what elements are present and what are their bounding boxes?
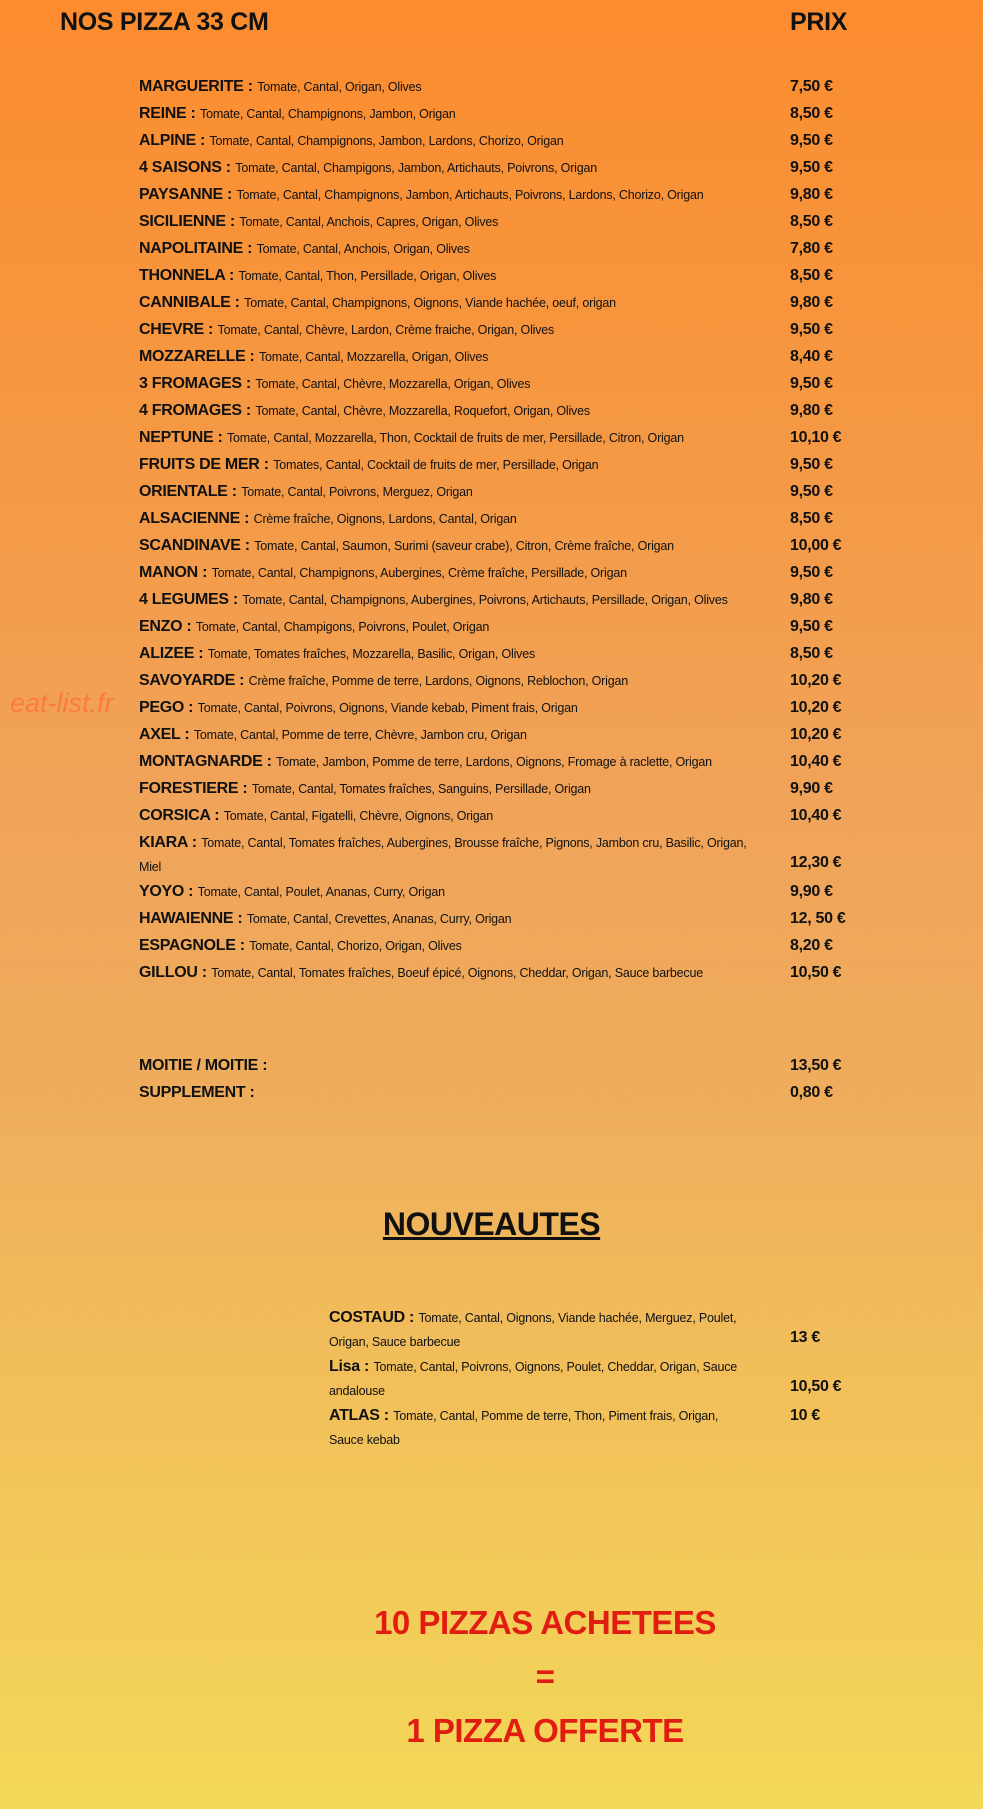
pizza-name: ESPAGNOLE : — [139, 937, 245, 954]
pizza-ingredients: Tomate, Cantal, Champigons, Jambon, Artichauts, Poivrons, Origan — [235, 161, 597, 175]
pizza-name: 3 FROMAGES : — [139, 375, 251, 392]
pizza-ingredients: Tomate, Cantal, Figatelli, Chèvre, Oignons, Origan — [223, 809, 494, 823]
pizza-name: NEPTUNE : — [139, 429, 223, 446]
list-item — [329, 1306, 849, 1355]
pizza-price: 10,40 € — [790, 753, 842, 770]
pizza-name: AXEL : — [139, 726, 190, 743]
pizza-name: 4 LEGUMES : — [139, 591, 238, 608]
pizza-price: 7,80 € — [790, 240, 833, 257]
pizza-ingredients: Tomate, Cantal, Tomates fraîches, Boeuf épicé, Oignons, Cheddar, Origan, Sauce barbecue — [211, 966, 703, 980]
pizza-price: 9,80 € — [790, 591, 833, 608]
pizza-name: 4 SAISONS : — [139, 159, 231, 176]
pizza-ingredients: Tomate, Cantal, Tomates fraîches, Sanguins, Persillade, Origan — [251, 782, 591, 796]
price-column-header: PRIX — [790, 8, 848, 36]
pizza-ingredients: Tomate, Tomates fraîches, Mozzarella, Basilic, Origan, Olives — [207, 647, 535, 661]
pizza-ingredients: Tomate, Cantal, Chèvre, Mozzarella, Origan, Olives — [255, 377, 531, 391]
list-item — [139, 642, 859, 669]
list-item — [139, 453, 859, 480]
pizza-name: THONNELA : — [139, 267, 235, 284]
pizza-ingredients: Tomate, Cantal, Chèvre, Lardon, Crème fraiche, Origan, Olives — [217, 323, 555, 337]
list-item — [139, 345, 859, 372]
list-item — [139, 534, 859, 561]
list-item — [139, 696, 859, 723]
menu-title: NOS PIZZA 33 CM — [60, 8, 269, 36]
pizza-ingredients: Tomate, Cantal, Champignons, Aubergines, Crème fraîche, Persillade, Origan — [211, 566, 627, 580]
supplement-label: SUPPLEMENT : — [139, 1084, 255, 1101]
pizza-ingredients: Tomate, Cantal, Poivrons, Oignons, Viande kebab, Piment frais, Origan — [197, 701, 578, 715]
pizza-price: 9,90 € — [790, 883, 833, 900]
supplement-price: 0,80 € — [790, 1084, 833, 1101]
pizza-name: REINE : — [139, 105, 196, 122]
list-item — [139, 723, 859, 750]
list-item — [139, 291, 859, 318]
pizza-name: ATLAS : — [329, 1407, 389, 1424]
pizza-price: 9,50 € — [790, 564, 833, 581]
pizza-name: GILLOU : — [139, 964, 207, 981]
pizza-name: ORIENTALE : — [139, 483, 237, 500]
pizza-price: 9,50 € — [790, 483, 833, 500]
pizza-price: 9,80 € — [790, 294, 833, 311]
new-pizza-list — [329, 1306, 849, 1453]
pizza-ingredients: Tomate, Cantal, Anchois, Capres, Origan, Olives — [239, 215, 499, 229]
pizza-price: 10,50 € — [790, 1378, 842, 1395]
pizza-ingredients: Tomate, Cantal, Pomme de terre, Thon, Piment frais, Origan, Sauce kebab — [329, 1409, 719, 1447]
pizza-price: 8,50 € — [790, 267, 833, 284]
supplement-row — [139, 1081, 859, 1108]
pizza-price: 12,30 € — [790, 854, 842, 871]
pizza-ingredients: Tomate, Cantal, Tomates fraîches, Aubergines, Brousse fraîche, Pignons, Jambon cru, Basilic, Origan, Miel — [139, 836, 747, 874]
pizza-price: 9,80 € — [790, 402, 833, 419]
pizza-name: MANON : — [139, 564, 208, 581]
pizza-name: HAWAIENNE : — [139, 910, 243, 927]
promo-line-2: = — [535, 1658, 555, 1695]
pizza-name: KIARA : — [139, 834, 197, 851]
pizza-ingredients: Tomate, Cantal, Poivrons, Merguez, Origan — [241, 485, 473, 499]
list-item — [139, 669, 859, 696]
extras-list — [139, 1054, 859, 1108]
pizza-name: NAPOLITAINE : — [139, 240, 253, 257]
pizza-ingredients: Tomate, Cantal, Crevettes, Ananas, Curry, Origan — [246, 912, 512, 926]
pizza-ingredients: Tomates, Cantal, Cocktail de fruits de mer, Persillade, Origan — [273, 458, 599, 472]
pizza-ingredients: Crème fraîche, Pomme de terre, Lardons, Oignons, Reblochon, Origan — [248, 674, 628, 688]
list-item — [139, 615, 859, 642]
half-half-label: MOITIE / MOITIE : — [139, 1057, 268, 1074]
list-item — [139, 480, 859, 507]
list-item — [139, 507, 859, 534]
pizza-menu-list — [139, 75, 859, 988]
list-item — [329, 1355, 849, 1404]
loyalty-promo — [0, 1596, 983, 1758]
pizza-name: MONTAGNARDE : — [139, 753, 272, 770]
pizza-ingredients: Tomate, Cantal, Mozzarella, Thon, Cocktail de fruits de mer, Persillade, Citron, Origan — [226, 431, 684, 445]
pizza-price: 8,40 € — [790, 348, 833, 365]
pizza-price: 10 € — [790, 1407, 820, 1424]
pizza-ingredients: Crème fraîche, Oignons, Lardons, Cantal, Origan — [253, 512, 517, 526]
pizza-name: CHEVRE : — [139, 321, 214, 338]
pizza-price: 10,20 € — [790, 726, 842, 743]
half-half-price: 13,50 € — [790, 1057, 842, 1074]
list-item — [139, 372, 859, 399]
list-item — [139, 750, 859, 777]
pizza-price: 10,20 € — [790, 672, 842, 689]
pizza-name: FORESTIERE : — [139, 780, 248, 797]
pizza-ingredients: Tomate, Cantal, Oignons, Viande hachée, Merguez, Poulet, Origan, Sauce barbecue — [329, 1311, 737, 1349]
pizza-price: 9,80 € — [790, 186, 833, 203]
pizza-ingredients: Tomate, Cantal, Pomme de terre, Chèvre, Jambon cru, Origan — [193, 728, 527, 742]
list-item — [139, 237, 859, 264]
pizza-price: 7,50 € — [790, 78, 833, 95]
pizza-price: 12, 50 € — [790, 910, 846, 927]
pizza-ingredients: Tomate, Cantal, Champignons, Jambon, Origan — [200, 107, 456, 121]
pizza-name: MOZZARELLE : — [139, 348, 255, 365]
pizza-price: 8,20 € — [790, 937, 833, 954]
list-item — [329, 1404, 849, 1453]
pizza-name: PAYSANNE : — [139, 186, 233, 203]
pizza-name: 4 FROMAGES : — [139, 402, 251, 419]
pizza-ingredients: Tomate, Cantal, Chèvre, Mozzarella, Roquefort, Origan, Olives — [255, 404, 590, 418]
list-item — [139, 102, 859, 129]
pizza-ingredients: Tomate, Cantal, Saumon, Surimi (saveur crabe), Citron, Crème fraîche, Origan — [254, 539, 674, 553]
pizza-price: 10,00 € — [790, 537, 842, 554]
list-item — [139, 399, 859, 426]
pizza-price: 9,90 € — [790, 780, 833, 797]
pizza-name: ALSACIENNE : — [139, 510, 250, 527]
pizza-price: 10,10 € — [790, 429, 842, 446]
pizza-ingredients: Tomate, Cantal, Poivrons, Oignons, Poulet, Cheddar, Origan, Sauce andalouse — [329, 1360, 738, 1398]
pizza-name: YOYO : — [139, 883, 194, 900]
pizza-name: SICILIENNE : — [139, 213, 235, 230]
half-half-row — [139, 1054, 859, 1081]
promo-line-3: 1 PIZZA OFFERTE — [406, 1712, 684, 1749]
pizza-price: 10,20 € — [790, 699, 842, 716]
new-section-title: NOUVEAUTES — [382, 1206, 601, 1242]
pizza-name: PEGO : — [139, 699, 194, 716]
pizza-ingredients: Tomate, Cantal, Anchois, Origan, Olives — [256, 242, 470, 256]
pizza-price: 10,40 € — [790, 807, 842, 824]
list-item — [139, 129, 859, 156]
pizza-price: 13 € — [790, 1329, 820, 1346]
pizza-ingredients: Tomate, Cantal, Champigons, Poivrons, Poulet, Origan — [195, 620, 490, 634]
pizza-ingredients: Tomate, Cantal, Champignons, Oignons, Viande hachée, oeuf, origan — [244, 296, 616, 310]
list-item — [139, 804, 859, 831]
list-item — [139, 426, 859, 453]
pizza-name: SCANDINAVE : — [139, 537, 250, 554]
pizza-name: CORSICA : — [139, 807, 220, 824]
list-item — [139, 907, 859, 934]
pizza-price: 9,50 € — [790, 456, 833, 473]
pizza-ingredients: Tomate, Cantal, Mozzarella, Origan, Olives — [258, 350, 489, 364]
pizza-ingredients: Tomate, Cantal, Chorizo, Origan, Olives — [249, 939, 462, 953]
pizza-name: ALIZEE : — [139, 645, 204, 662]
pizza-name: MARGUERITE : — [139, 78, 253, 95]
list-item — [139, 961, 859, 988]
list-item — [139, 934, 859, 961]
pizza-name: CANNIBALE : — [139, 294, 240, 311]
pizza-ingredients: Tomate, Cantal, Thon, Persillade, Origan, Olives — [238, 269, 497, 283]
list-item — [139, 318, 859, 345]
pizza-ingredients: Tomate, Cantal, Origan, Olives — [257, 80, 422, 94]
list-item — [139, 75, 859, 102]
pizza-ingredients: Tomate, Cantal, Champignons, Aubergines, Poivrons, Artichauts, Persillade, Origan, Olives — [242, 593, 728, 607]
pizza-ingredients: Tomate, Cantal, Champignons, Jambon, Artichauts, Poivrons, Lardons, Chorizo, Origan — [236, 188, 704, 202]
watermark: eat-list.fr — [10, 688, 114, 718]
pizza-ingredients: Tomate, Jambon, Pomme de terre, Lardons, Oignons, Fromage à raclette, Origan — [276, 755, 712, 769]
pizza-price: 8,50 € — [790, 105, 833, 122]
pizza-name: COSTAUD : — [329, 1309, 414, 1326]
pizza-price: 9,50 € — [790, 159, 833, 176]
pizza-ingredients: Tomate, Cantal, Poulet, Ananas, Curry, Origan — [197, 885, 445, 899]
pizza-price: 9,50 € — [790, 618, 833, 635]
pizza-name: SAVOYARDE : — [139, 672, 245, 689]
pizza-price: 9,50 € — [790, 132, 833, 149]
list-item — [139, 880, 859, 907]
pizza-price: 9,50 € — [790, 321, 833, 338]
pizza-price: 9,50 € — [790, 375, 833, 392]
list-item — [139, 156, 859, 183]
pizza-name: Lisa : — [329, 1358, 369, 1375]
pizza-price: 8,50 € — [790, 213, 833, 230]
list-item — [139, 264, 859, 291]
pizza-price: 8,50 € — [790, 645, 833, 662]
pizza-ingredients: Tomate, Cantal, Champignons, Jambon, Lardons, Chorizo, Origan — [209, 134, 564, 148]
list-item — [139, 777, 859, 804]
list-item — [139, 561, 859, 588]
list-item — [139, 831, 859, 880]
pizza-price: 8,50 € — [790, 510, 833, 527]
list-item — [139, 183, 859, 210]
pizza-name: FRUITS DE MER : — [139, 456, 269, 473]
pizza-name: ALPINE : — [139, 132, 206, 149]
list-item — [139, 588, 859, 615]
promo-line-1: 10 PIZZAS ACHETEES — [374, 1604, 716, 1641]
pizza-name: ENZO : — [139, 618, 192, 635]
pizza-price: 10,50 € — [790, 964, 842, 981]
list-item — [139, 210, 859, 237]
